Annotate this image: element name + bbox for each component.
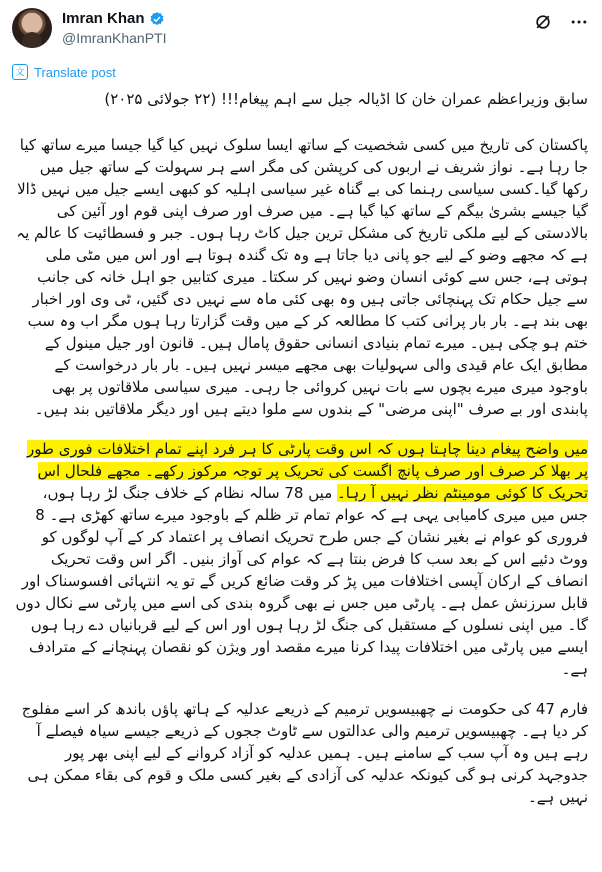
more-icon[interactable] xyxy=(568,12,590,34)
author-handle[interactable]: @ImranKhanPTI xyxy=(62,30,167,46)
grok-icon[interactable] xyxy=(532,12,554,34)
translate-icon: 文 xyxy=(12,64,28,80)
avatar[interactable] xyxy=(12,8,52,48)
translate-post-link[interactable] xyxy=(12,64,116,80)
post-paragraph-3: فارم 47 کی حکومت نے چھبیسویں ترمیم کے ذریعے عدلیہ کے ہاتھ پاؤں باندھ کر اسے مفلوج کر دیا ہے۔ چھبیسویں ترمیم والی عدالتوں سے ٹاوٹ ججوں کے ذریعے جیسے سیاہ فیصلے آ رہے ہیں وہ آپ سب کے سامنے ہیں۔ ہمیں عدلیہ کو آزاد کروانے کے لیے اپنی بھر پور جدوجہد کرنی ہو گی کیونکہ عدلیہ کی آزادی کے بغیر کسی ملک و قوم کی بقاء ممکن ہی نہیں ہے۔ xyxy=(21,700,588,806)
author-name[interactable]: Imran Khan xyxy=(62,10,145,27)
highlighted-text: میں واضح پیغام دینا چاہتا ہوں کہ اس وقت پارٹی کا ہر فرد اپنے تمام اختلافات فوری طور پر بھلا کر صرف اور صرف پانچ اگست کی تحریک پر توجہ مرکوز رکھے۔ مجھے فلحال اس تحریک کا کوئی مومینٹم نظر نہیں آ رہا۔ xyxy=(27,440,588,502)
header-actions xyxy=(532,12,590,34)
post-paragraph-2-rest: میں 78 سالہ نظام کے خلاف جنگ لڑ رہا ہوں، جس میں میری کامیابی یہی ہے کہ عوام تمام تر ظلم کے باوجود میرے ساتھ کھڑی ہے۔ 8 فروری کو عوام نے بغیر نشان کے جس طرح تحریک انصاف پر اعتماد کر کے آپ لوگوں کو ووٹ دئیے اس کے بعد سب کا فرض بنتا ہے کہ عوام کی آواز بنیں۔ اگر اس وقت تحریک انصاف کے ارکان آپسی اختلافات میں پڑ کر وقت ضائع کریں گے تو یہ انتہائی افسوسناک اور قابل سرزنش عمل ہے۔ پارٹی میں جس نے بھی گروہ بندی کی اسے میں پارٹی سے نکال دوں گا۔ میں اپنی نسلوں کے مستقبل کی جنگ لڑ رہا ہوں اور اس کے لیے قربانیاں دے رہا ہوں ایسے میں پارٹی میں اختلافات پیدا کرنا میرے مقصد اور ویژن کو نقصان پہنچانے کے مترادف ہے۔ xyxy=(15,484,588,678)
translate-label: Translate post xyxy=(34,64,116,80)
post-paragraph-1: پاکستان کی تاریخ میں کسی شخصیت کے ساتھ ایسا سلوک نہیں کیا گیا جیسا میرے ساتھ کیا جا رہا ہے۔ نواز شریف نے اربوں کی کرپشن کی مگر اسے ہر سہولت کے ساتھ جیل میں رکھا گیا۔کسی سیاسی رہنما کی بے گناہ غیر سیاسی اہلیہ کو کبھی ایسے جیل میں نہیں ڈالا گیا جیسے بشریٰ بیگم کے ساتھ کیا گیا ہے۔ میں صرف اور صرف اپنی قوم اور آئین کی بالادستی کے لیے ملکی تاریخ کی مشکل ترین جیل کاٹ رہا ہوں۔ جبر و فسطائیت کا عالم یہ ہے کہ مجھے وضو کے لیے جو پانی دیا جاتا ہے وہ تک گندہ ہوتا ہے اور اس میں مٹی ملی ہوتی ہے، جس سے کوئی انسان وضو نہیں کر سکتا۔ میری کتابیں جو اہل خانہ کی جانب سے جیل حکام تک پہنچائی جاتی ہیں وہ بھی کئی ماہ سے نہیں دی گئیں، ٹی وی اور اخبار بھی بند ہے۔ بار بار پرانی کتب کا مطالعہ کر کے میں وقت گزارتا رہا ہوں مگر اب وہ سب ختم ہو چکی ہیں۔ میرے تمام بنیادی انسانی حقوق پامال ہیں۔ قانون اور جیل مینول کے مطابق ایک عام قیدی والی سہولیات بھی مجھے میسر نہیں ہیں۔ بار بار درخواست کے باوجود میری میرے بچوں سے بات نہیں کروائی جا رہی۔ میری سیاسی ملاقاتوں پر بھی پابندی اور بے صرف "اپنی مرضی" کے بندوں سے ملوا دیتے ہیں اور دیگر ملاقاتیں بند ہیں۔ xyxy=(16,136,588,418)
verified-badge-icon xyxy=(149,11,165,27)
post-header xyxy=(12,8,590,56)
author-name-row xyxy=(62,10,165,27)
post-title: سابق وزیراعظم عمران خان کا اڈیالہ جیل سے اہم پیغام!!! (۲۲ جولائی ۲۰۲۵) xyxy=(104,90,588,108)
post-body xyxy=(14,88,588,826)
post-paragraph-2 xyxy=(14,438,588,680)
